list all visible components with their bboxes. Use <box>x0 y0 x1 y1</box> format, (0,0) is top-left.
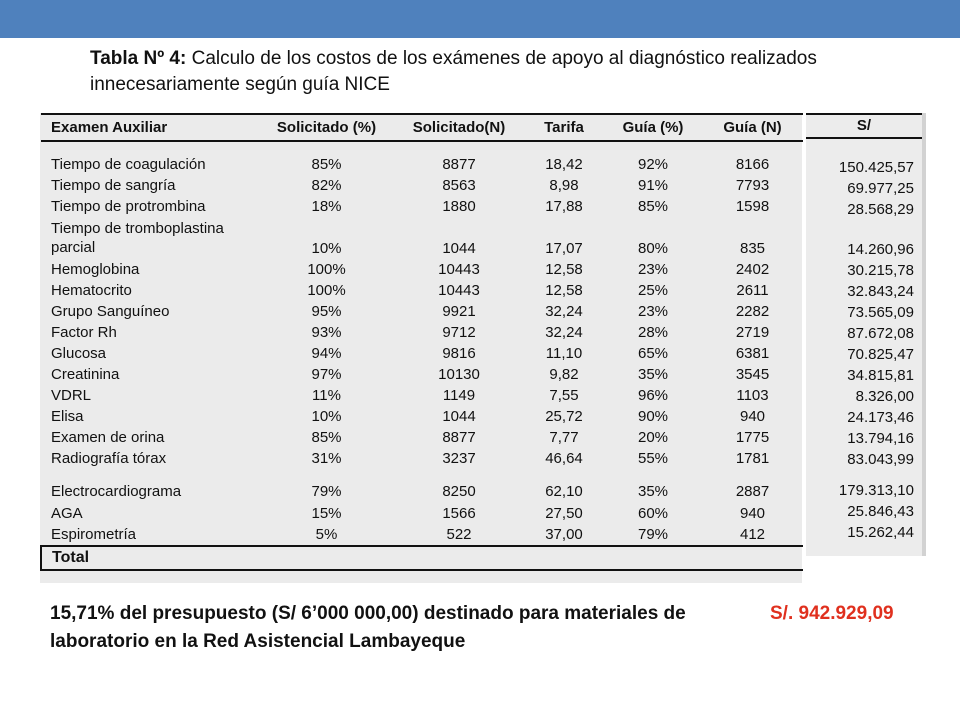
header-guia-pct: Guía (%) <box>604 114 702 141</box>
guia-n: 2887 <box>735 483 770 500</box>
solicitado-pct: 79% <box>311 483 342 500</box>
soles-value: 25.846,43 <box>847 503 914 520</box>
guia-pct: 90% <box>637 408 669 425</box>
guia-pct: 80% <box>637 240 669 257</box>
spacer-row <box>41 141 803 154</box>
solicitado-n: 8250 <box>442 483 476 500</box>
table-row <box>41 524 803 546</box>
solicitado-n: 9921 <box>442 303 476 320</box>
soles-value: 179.313,10 <box>838 482 914 499</box>
tarifa: 7,55 <box>549 387 579 404</box>
header-examen: Examen Auxiliar <box>41 114 259 141</box>
guia-n: 2611 <box>736 282 769 299</box>
guia-pct: 60% <box>637 505 669 522</box>
guia-pct: 91% <box>637 177 669 194</box>
solicitado-pct: 15% <box>311 505 342 522</box>
solicitado-pct: 5% <box>315 526 338 543</box>
guia-n: 2402 <box>735 261 770 278</box>
guia-n: 1775 <box>735 429 770 446</box>
table-row <box>41 469 803 503</box>
soles-value: 34.815,81 <box>847 367 914 384</box>
soles-value: 87.672,08 <box>847 325 914 342</box>
soles-column-panel <box>806 113 926 556</box>
exam-name: AGA <box>51 505 83 522</box>
guia-n: 940 <box>739 408 766 425</box>
solicitado-pct: 18% <box>311 198 342 215</box>
soles-value: 70.825,47 <box>847 346 914 363</box>
table-row <box>41 196 803 217</box>
total-amount: S/. 942.929,09 <box>770 603 894 624</box>
table-row <box>41 259 803 280</box>
table-caption <box>90 46 920 98</box>
soles-value: 69.977,25 <box>847 180 914 197</box>
table-row <box>41 280 803 301</box>
total-label: Total <box>41 546 259 570</box>
solicitado-n: 1044 <box>442 408 476 425</box>
table-row <box>41 343 803 364</box>
tarifa: 62,10 <box>545 483 583 500</box>
exam-name: Tiempo de tromboplastina parcial <box>51 220 224 256</box>
tarifa: 37,00 <box>545 526 583 543</box>
guia-n: 3545 <box>735 366 770 383</box>
solicitado-pct: 10% <box>311 408 342 425</box>
guia-pct: 20% <box>637 429 669 446</box>
exam-name: Electrocardiograma <box>51 483 182 500</box>
guia-pct: 23% <box>637 261 669 278</box>
soles-value: 13.794,16 <box>847 430 914 447</box>
guia-pct: 85% <box>637 198 669 215</box>
solicitado-n: 9712 <box>442 324 476 341</box>
table-row <box>41 175 803 196</box>
solicitado-n: 10130 <box>438 366 480 383</box>
solicitado-pct: 94% <box>311 345 342 362</box>
tarifa: 17,88 <box>545 198 583 215</box>
exam-name: Elisa <box>51 408 84 425</box>
solicitado-pct: 82% <box>311 177 342 194</box>
solicitado-pct: 11% <box>312 387 341 404</box>
table-row <box>41 503 803 524</box>
guia-pct: 96% <box>637 387 669 404</box>
guia-pct: 35% <box>637 366 669 383</box>
solicitado-pct: 10% <box>311 240 342 257</box>
solicitado-pct: 85% <box>311 156 342 173</box>
soles-value: 150.425,57 <box>838 159 914 176</box>
table-row <box>41 154 803 175</box>
exam-name: Radiografía tórax <box>51 450 167 467</box>
solicitado-n: 1880 <box>442 198 476 215</box>
tarifa: 8,98 <box>549 177 579 194</box>
soles-header: S/ <box>806 113 922 139</box>
exam-name: Factor Rh <box>51 324 117 341</box>
soles-value: 32.843,24 <box>847 283 914 300</box>
table-row <box>41 448 803 469</box>
guia-n: 1781 <box>735 450 770 467</box>
solicitado-pct: 85% <box>311 429 342 446</box>
solicitado-n: 10443 <box>438 261 480 278</box>
solicitado-n: 10443 <box>438 282 480 299</box>
guia-pct: 79% <box>637 526 669 543</box>
caption-lead: Tabla Nº 4: <box>90 48 187 69</box>
guia-pct: 23% <box>637 303 669 320</box>
solicitado-pct: 100% <box>307 282 346 299</box>
exam-name: Hemoglobina <box>51 261 140 278</box>
costs-table <box>40 113 803 571</box>
table-row <box>41 385 803 406</box>
soles-value: 30.215,78 <box>847 262 914 279</box>
budget-footnote: 15,71% del presupuesto (S/ 6’000 000,00) destinado para materiales de laboratorio en la Red Asistencial Lambayeque <box>50 603 686 652</box>
tarifa: 25,72 <box>545 408 583 425</box>
exam-name: Examen de orina <box>51 429 165 446</box>
guia-pct: 35% <box>637 483 669 500</box>
soles-value: 15.262,44 <box>847 524 914 541</box>
table-row <box>41 301 803 322</box>
soles-value: 83.043,99 <box>847 451 914 468</box>
guia-n: 1103 <box>736 387 769 404</box>
exam-name: Espirometría <box>51 526 137 543</box>
solicitado-pct: 97% <box>311 366 342 383</box>
soles-value: 28.568,29 <box>847 201 914 218</box>
solicitado-pct: 31% <box>311 450 342 467</box>
tarifa: 32,24 <box>545 303 583 320</box>
total-row <box>41 546 803 570</box>
exam-name: Grupo Sanguíneo <box>51 303 170 320</box>
solicitado-n: 1044 <box>442 240 476 257</box>
table-row <box>41 322 803 343</box>
tarifa: 18,42 <box>545 156 583 173</box>
costs-table-panel <box>40 113 802 583</box>
solicitado-n: 8563 <box>442 177 476 194</box>
solicitado-pct: 93% <box>311 324 342 341</box>
guia-pct: 65% <box>637 345 669 362</box>
header-tarifa: Tarifa <box>524 114 604 141</box>
caption-text: Calculo de los costos de los exámenes de apoyo al diagnóstico realizados innecesariamente según guía NICE <box>90 48 817 95</box>
guia-n: 835 <box>739 240 766 257</box>
table-row <box>41 364 803 385</box>
solicitado-n: 1566 <box>442 505 476 522</box>
solicitado-pct: 100% <box>307 261 346 278</box>
guia-n: 2282 <box>735 303 770 320</box>
tarifa: 12,58 <box>545 282 583 299</box>
header-guia-n: Guía (N) <box>702 114 803 141</box>
soles-value: 14.260,96 <box>847 241 914 258</box>
guia-pct: 28% <box>637 324 669 341</box>
solicitado-n: 3237 <box>442 450 476 467</box>
solicitado-n: 8877 <box>442 429 476 446</box>
guia-n: 8166 <box>735 156 770 173</box>
soles-value: 8.326,00 <box>855 388 914 405</box>
tarifa: 27,50 <box>545 505 583 522</box>
guia-n: 2719 <box>735 324 770 341</box>
header-solicitado-n: Solicitado(N) <box>394 114 524 141</box>
tarifa: 46,64 <box>545 450 583 467</box>
exam-name: Tiempo de coagulación <box>51 156 206 173</box>
header-solicitado-pct: Solicitado (%) <box>259 114 394 141</box>
top-banner <box>0 0 960 38</box>
tarifa: 11,10 <box>545 345 583 362</box>
soles-values <box>806 157 914 543</box>
exam-name: VDRL <box>51 387 92 404</box>
solicitado-pct: 95% <box>311 303 342 320</box>
guia-n: 1598 <box>735 198 770 215</box>
exam-name: Creatinina <box>51 366 120 383</box>
table-row <box>41 427 803 448</box>
soles-value: 24.173,46 <box>847 409 914 426</box>
tarifa: 12,58 <box>545 261 583 278</box>
guia-n: 6381 <box>735 345 770 362</box>
solicitado-n: 1149 <box>442 387 476 404</box>
solicitado-n: 9816 <box>442 345 476 362</box>
exam-name: Tiempo de sangría <box>51 177 176 194</box>
guia-pct: 92% <box>637 156 669 173</box>
exam-name: Hematocrito <box>51 282 132 299</box>
guia-n: 412 <box>739 526 766 543</box>
tarifa: 9,82 <box>549 366 579 383</box>
exam-name: Glucosa <box>51 345 107 362</box>
table-row <box>41 406 803 427</box>
guia-n: 7793 <box>735 177 770 194</box>
table-row <box>41 217 803 259</box>
tarifa: 7,77 <box>549 429 579 446</box>
guia-pct: 55% <box>637 450 669 467</box>
tarifa: 32,24 <box>545 324 583 341</box>
guia-n: 940 <box>739 505 766 522</box>
solicitado-n: 522 <box>446 526 472 543</box>
tarifa: 17,07 <box>545 240 583 257</box>
table-header-row <box>41 114 803 141</box>
guia-pct: 25% <box>637 282 669 299</box>
exam-name: Tiempo de protrombina <box>51 198 206 215</box>
soles-value: 73.565,09 <box>847 304 914 321</box>
solicitado-n: 8877 <box>442 156 476 173</box>
